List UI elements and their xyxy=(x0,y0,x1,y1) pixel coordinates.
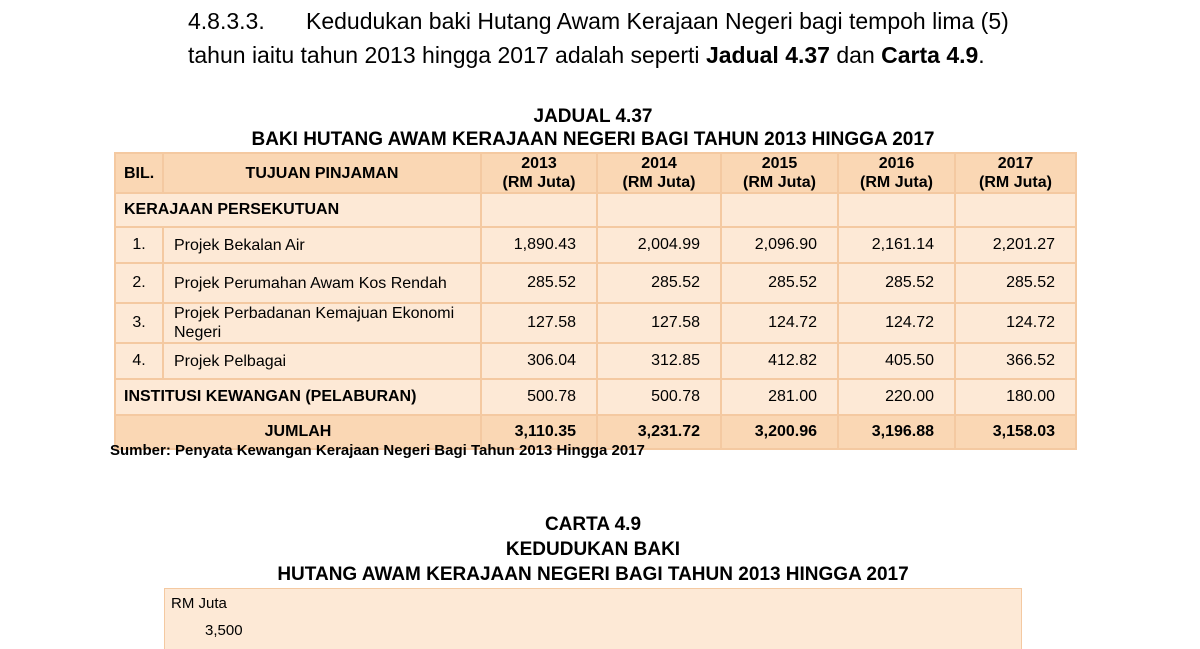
chart-y-tick: 3,500 xyxy=(205,622,243,639)
total-label: JUMLAH xyxy=(115,415,481,449)
paragraph-line2-mid: dan xyxy=(829,42,882,68)
total-value: 3,200.96 xyxy=(721,415,838,449)
cell-value: 127.58 xyxy=(597,303,721,343)
cell-value: 366.52 xyxy=(955,343,1076,379)
header-tujuan: TUJUAN PINJAMAN xyxy=(163,153,481,193)
chart-title-2: HUTANG AWAM KERAJAAN NEGERI BAGI TAHUN 2013 HINGGA 2017 xyxy=(277,564,909,585)
cell-value: 285.52 xyxy=(721,263,838,303)
total-value: 3,196.88 xyxy=(838,415,955,449)
header-year: 2016 (RM Juta) xyxy=(838,153,955,193)
cell-value: 124.72 xyxy=(838,303,955,343)
cell-value: 2,004.99 xyxy=(597,227,721,263)
row-bil: 3. xyxy=(115,303,163,343)
cell-value: 124.72 xyxy=(721,303,838,343)
cell-value: 2,201.27 xyxy=(955,227,1076,263)
debt-table xyxy=(114,152,1077,450)
header-year: 2013 (RM Juta) xyxy=(481,153,597,193)
row-desc: Projek Perbadanan Kemajuan Ekonomi Negeri xyxy=(163,303,481,343)
paragraph-line2-end: . xyxy=(978,42,985,68)
cell-value: 1,890.43 xyxy=(481,227,597,263)
row-desc: Projek Perumahan Awam Kos Rendah xyxy=(163,263,481,303)
chart-number: CARTA 4.9 xyxy=(544,514,642,535)
table-row xyxy=(115,227,1076,263)
paragraph-number: 4.8.3.3. xyxy=(188,8,265,34)
source-note: Sumber: Penyata Kewangan Kerajaan Negeri Bagi Tahun 2013 Hingga 2017 xyxy=(110,442,645,459)
table-row xyxy=(115,303,1076,343)
cell-value: 180.00 xyxy=(955,379,1076,415)
header-year: 2015 (RM Juta) xyxy=(721,153,838,193)
chart-area xyxy=(164,588,1022,649)
cell-value: 306.04 xyxy=(481,343,597,379)
table-title: BAKI HUTANG AWAM KERAJAAN NEGERI BAGI TAHUN 2013 HINGGA 2017 xyxy=(251,129,935,150)
cell-value: 124.72 xyxy=(955,303,1076,343)
row-desc: Projek Pelbagai xyxy=(163,343,481,379)
cell-value: 220.00 xyxy=(838,379,955,415)
chart-title-1: KEDUDUKAN BAKI xyxy=(505,539,681,560)
cell-value: 2,161.14 xyxy=(838,227,955,263)
header-year: 2014 (RM Juta) xyxy=(597,153,721,193)
cell-value: 285.52 xyxy=(838,263,955,303)
total-value: 3,231.72 xyxy=(597,415,721,449)
total-value: 3,110.35 xyxy=(481,415,597,449)
institusi-row xyxy=(115,379,1076,415)
cell-value: 412.82 xyxy=(721,343,838,379)
table-number: JADUAL 4.37 xyxy=(533,106,653,127)
header-bil: BIL. xyxy=(115,153,163,193)
cell-value: 285.52 xyxy=(481,263,597,303)
cell-value: 281.00 xyxy=(721,379,838,415)
intro-paragraph xyxy=(188,4,1078,72)
paragraph-line1: Kedudukan baki Hutang Awam Kerajaan Negeri bagi tempoh lima (5) xyxy=(306,8,1009,34)
row-bil: 4. xyxy=(115,343,163,379)
cell-value: 500.78 xyxy=(481,379,597,415)
cell-value: 2,096.90 xyxy=(721,227,838,263)
chart-unit-label: RM Juta xyxy=(171,595,227,612)
cell-value: 285.52 xyxy=(955,263,1076,303)
chart-reference: Carta 4.9 xyxy=(881,42,979,68)
cell-value: 127.58 xyxy=(481,303,597,343)
table-reference: Jadual 4.37 xyxy=(705,42,830,68)
row-bil: 1. xyxy=(115,227,163,263)
institusi-label: INSTITUSI KEWANGAN (PELABURAN) xyxy=(115,379,481,415)
cell-value: 285.52 xyxy=(597,263,721,303)
table-row xyxy=(115,343,1076,379)
paragraph-line2-text: tahun iaitu tahun 2013 hingga 2017 adalah seperti xyxy=(188,42,706,68)
row-bil: 2. xyxy=(115,263,163,303)
row-desc: Projek Bekalan Air xyxy=(163,227,481,263)
group-row xyxy=(115,193,1076,227)
cell-value: 405.50 xyxy=(838,343,955,379)
total-value: 3,158.03 xyxy=(955,415,1076,449)
cell-value: 500.78 xyxy=(597,379,721,415)
group-label: KERAJAAN PERSEKUTUAN xyxy=(115,193,481,227)
table-row xyxy=(115,263,1076,303)
table-header-row xyxy=(115,153,1076,193)
cell-value: 312.85 xyxy=(597,343,721,379)
header-year: 2017 (RM Juta) xyxy=(955,153,1076,193)
